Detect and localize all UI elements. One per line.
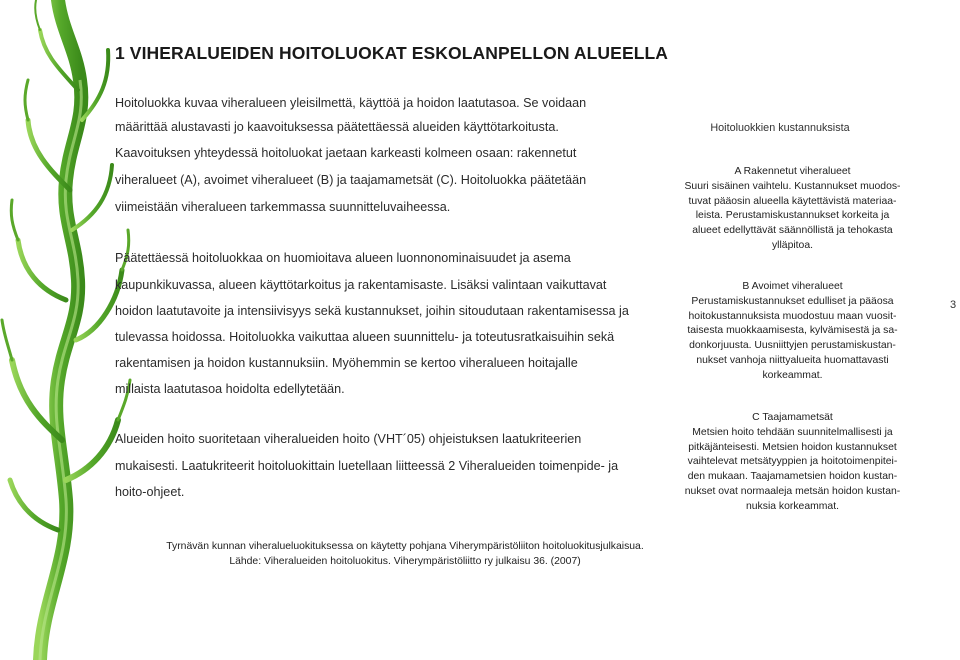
category-b-line: donkorjuusta. Uusniittyjen perustamiskustan- [689,340,896,352]
category-b-line: hoitokustannuksista muodostuu maan vuosit- [688,310,897,322]
para3-line-2: kaupunkikuvassa, alueen käyttötarkoitus ja rakentamisaste. Lisäksi valintaan vaikuttavat [115,278,607,292]
category-c-line: vaihtelevat metsätyyppien ja hoitotoimenpitei- [687,456,898,468]
footer-line-1: Tyrnävän kunnan viheralueluokituksessa on käytetty pohjana Viherympäristöliiton hoitoluokitusjulkaisua. [166,541,644,552]
side-heading: Hoitoluokkien kustannuksista [710,122,850,134]
para3-line-6: millaista laatutasoa hoidolta edellytetään. [115,382,345,396]
category-a-line: ylläpitoa. [771,239,813,251]
para4-line-1: Alueiden hoito suoritetaan viheralueiden hoito (VHT´05) ohjeistuksen laatukriteerien [115,432,582,446]
page-title: 1 VIHERALUEIDEN HOITOLUOKAT ESKOLANPELLON ALUEELLA [115,43,669,63]
intro-line-1: Hoitoluokka kuvaa viheralueen yleisilmettä, käyttöä ja hoidon laatutasoa. Se voidaan [115,96,587,110]
para3-line-4: tulevassa hoidossa. Hoitoluokka vaikuttaa alueen suunnittelu- ja toteutusratkaisuihin sekä [115,330,615,344]
para4-line-2: mukaisesti. Laatukriteerit hoitoluokittain luetellaan liitteessä 2 Viheralueiden toimenpide- ja [115,459,619,473]
footer-line-2: Lähde: Viheralueiden hoitoluokitus. Viherympäristöliitto ry julkaisu 36. (2007) [229,556,581,567]
category-a-line: tuvat pääosin alueella käytettävistä materiaa- [688,195,897,207]
para3-line-5: rakentamisen ja hoidon kustannuksiin. Myöhemmin se kertoo viheralueen hoitajalle [115,356,578,370]
category-a [675,165,910,254]
para2-line-2: viheralueet (A), avoimet viheralueet (B) ja taajamametsät (C). Hoitoluokka päätetään [115,173,587,187]
category-c-line: pitkäjänteisesti. Metsien hoidon kustannukset [688,441,897,453]
category-b [675,280,910,384]
category-a-title: A Rakennetut viheralueet [734,166,851,177]
category-b-line: korkeammat. [762,369,823,381]
page-number: 3 [950,299,957,311]
category-c [675,411,910,515]
para3-line-3: hoidon laatutavoite ja intensiivisyys sekä kustannukset, joihin sitoudutaan rakentamisessa ja [115,304,629,318]
category-a-line: leista. Perustamiskustannukset korkeita ja [695,210,890,222]
category-c-line: Metsien hoito tehdään suunnitelmallisesti ja [692,426,893,438]
category-c-line: den mukaan. Taajamametsien hoidon kustan- [687,471,898,483]
intro-line-2: määrittää alustavasti jo kaavoituksessa päätettäessä alueiden käyttötarkoitusta. [115,120,559,134]
para2-line-1: Kaavoituksen yhteydessä hoitoluokat jaetaan karkeasti kolmeen osaan: rakennetut [115,146,577,160]
category-c-title: C Taajamametsät [752,412,833,423]
para2-line-3: viimeistään viheralueen tarkemmassa suunnitteluvaiheessa. [115,200,451,214]
category-b-title: B Avoimet viheralueet [742,281,843,292]
category-a-line: Suuri sisäinen vaihtelu. Kustannukset muodos- [684,180,901,192]
category-c-line: nuksia korkeammat. [746,500,839,512]
category-b-line: taisesta muokkaamisesta, kylvämisestä ja sa- [687,325,898,337]
para3-line-1: Päätettäessä hoitoluokkaa on huomioitava alueen luonnonominaisuudet ja asema [115,251,571,265]
category-c-line: nukset ovat normaaleja metsän hoidon kustan- [684,485,901,497]
category-a-line: alueet edellyttävät säännöllistä ja tehokasta [692,225,893,237]
para4-line-3: hoito-ohjeet. [115,485,185,499]
category-b-line: Perustamiskustannukset edulliset ja pääosa [691,295,894,307]
category-b-line: nukset vanhoja niittyalueita huomattavasti [696,354,889,366]
